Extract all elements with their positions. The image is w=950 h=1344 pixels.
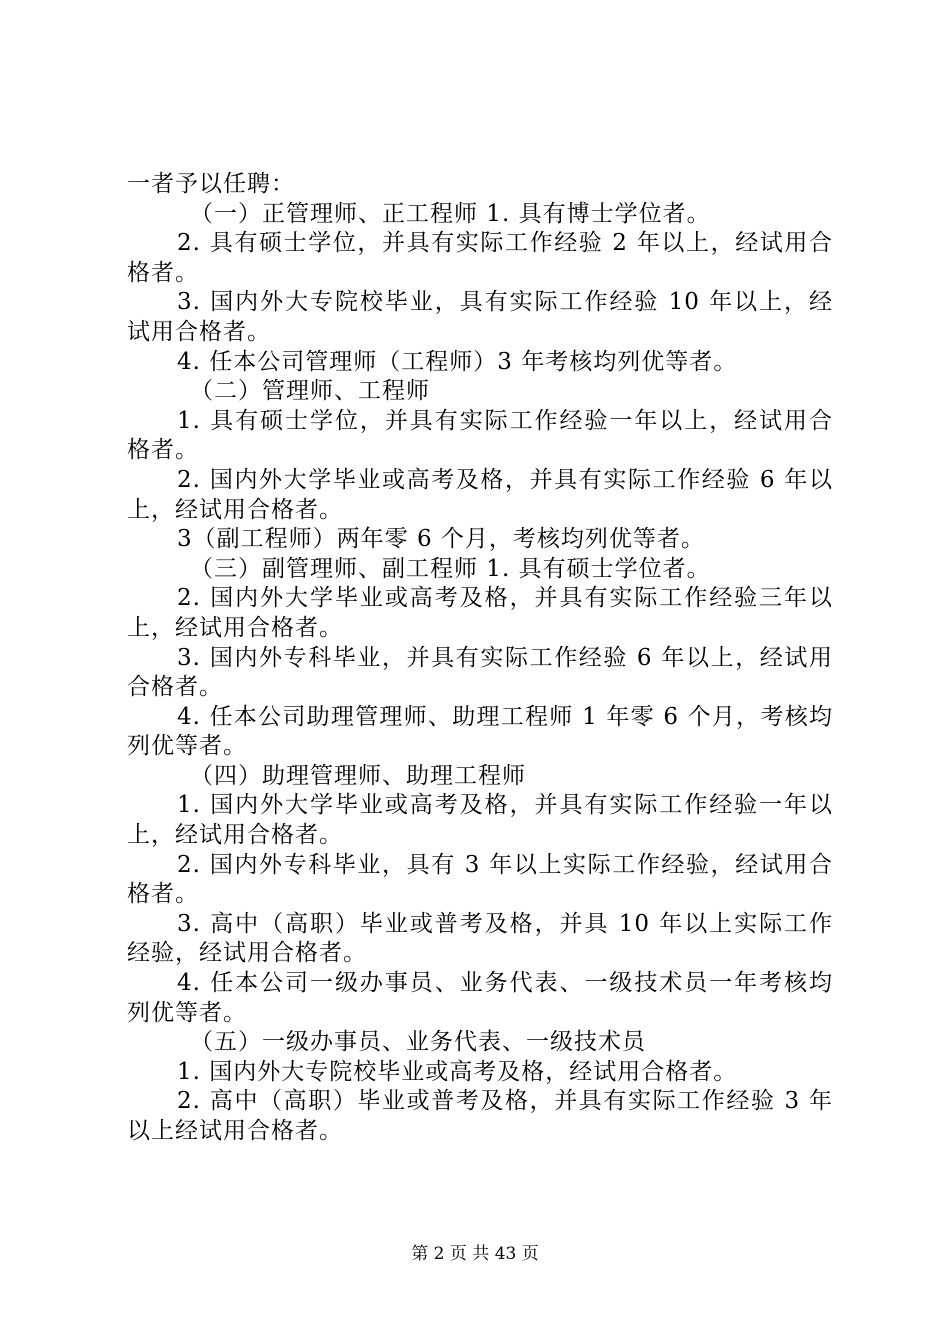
list-item: 2. 国内外专科毕业，具有 3 年以上实际工作经验，经试用合格者。 (127, 851, 833, 908)
section-heading-2: （二）管理师、工程师 (190, 378, 430, 405)
section-heading-3: （三）副管理师、副工程师 1. 具有硕士学位者。 (190, 555, 711, 582)
list-item: 1. 国内外大学毕业或高考及格，并具有实际工作经验一年以上，经试用合格者。 (127, 792, 833, 849)
section-heading-4: （四）助理管理师、助理工程师 (190, 762, 526, 789)
paragraph-intro: 一者予以任聘： (127, 171, 295, 197)
list-item: 4. 任本公司助理管理师、助理工程师 1 年零 6 个月，考核均列优等者。 (127, 703, 833, 760)
list-item: 2. 具有硕士学位，并具有实际工作经验 2 年以上，经试用合格者。 (127, 230, 833, 286)
document-body (127, 170, 833, 1147)
list-item: 4. 任本公司一级办事员、业务代表、一级技术员一年考核均列优等者。 (127, 970, 833, 1026)
list-item: 2. 国内外大学毕业或高考及格，并具有实际工作经验三年以上，经试用合格者。 (127, 585, 833, 641)
list-item: 3. 高中（高职）毕业或普考及格，并具 10 年以上实际工作经验，经试用合格者。 (127, 910, 833, 967)
page-number-footer: 第 2 页 共 43 页 (411, 1244, 539, 1264)
section-heading-1: （一）正管理师、正工程师 1. 具有博士学位者。 (190, 200, 711, 227)
section-heading-5: （五）一级办事员、业务代表、一级技术员 (190, 1029, 646, 1056)
list-item: 2. 高中（高职）毕业或普考及格，并具有实际工作经验 3 年以上经试用合格者。 (127, 1088, 833, 1144)
list-item: 3. 国内外大专院校毕业，具有实际工作经验 10 年以上，经试用合格者。 (127, 289, 833, 345)
list-item: 4. 任本公司管理师（工程师）3 年考核均列优等者。 (177, 348, 738, 375)
list-item: 1. 国内外大专院校毕业或高考及格，经试用合格者。 (177, 1058, 738, 1085)
list-item: 3（副工程师）两年零 6 个月，考核均列优等者。 (177, 526, 705, 553)
list-item: 3. 国内外专科毕业，并具有实际工作经验 6 年以上，经试用合格者。 (127, 644, 833, 701)
list-item: 1. 具有硕士学位，并具有实际工作经验一年以上，经试用合格者。 (127, 407, 833, 464)
list-item: 2. 国内外大学毕业或高考及格，并具有实际工作经验 6 年以上，经试用合格者。 (127, 466, 833, 523)
